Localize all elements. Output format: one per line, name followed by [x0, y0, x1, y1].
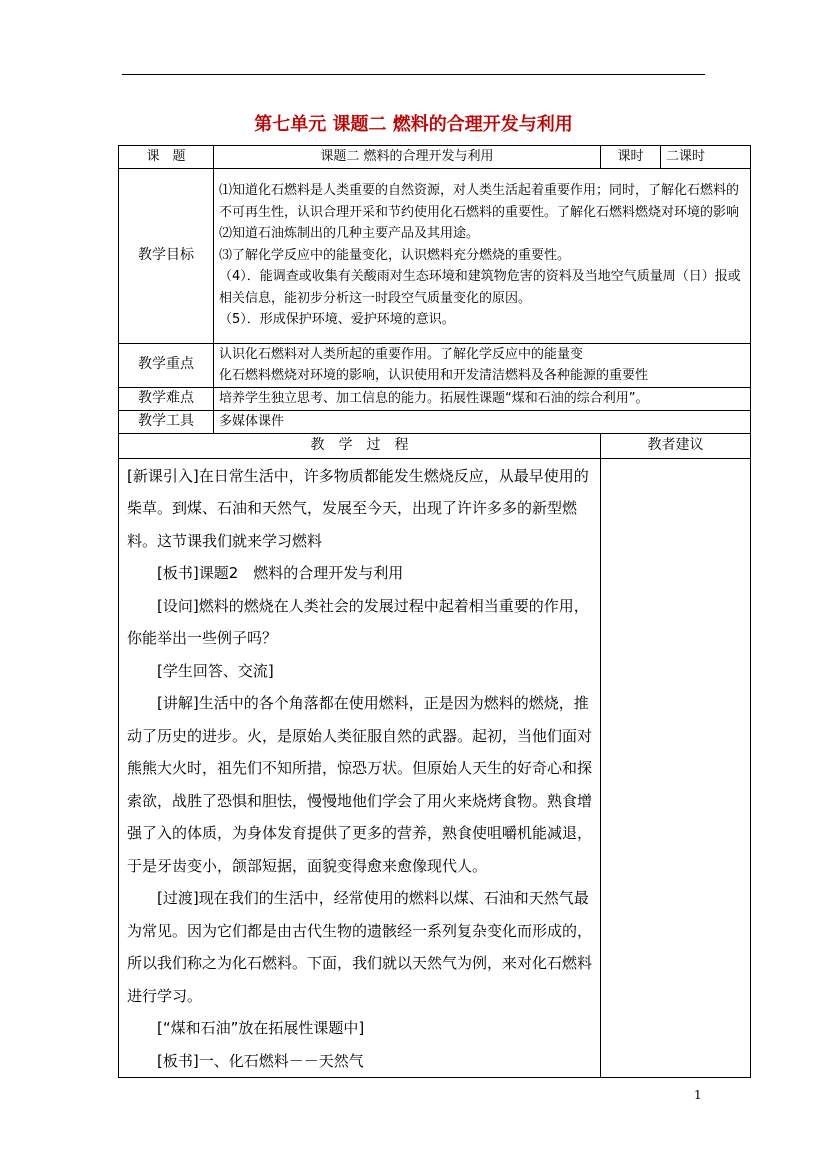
process-paragraph: [“煤和石油”放在拓展性课题中] [157, 1019, 365, 1037]
focus-line: 化石燃料燃烧对环境的影响，认识使用和开发清洁燃料及各种能源的重要性 [219, 368, 649, 383]
suggestion-header: 教者建议 [601, 433, 751, 458]
focus-cell [214, 343, 751, 387]
process-paragraph: [设问]燃料的燃烧在人类社会的发展过程中起着相当重要的作用，你能举出一些例子吗？ [127, 596, 589, 647]
goal-item: ⑶了解化学反应中的能量变化，认识燃料充分燃烧的重要性。 [219, 247, 571, 263]
suggestion-cell [601, 458, 751, 1078]
page-title: 第七单元 课题二 燃料的合理开发与利用 [254, 114, 573, 135]
process-cell [119, 458, 601, 1078]
process-paragraph: [新课引入]在日常生活中，许多物质都能发生燃烧反应，从最早使用的柴草。到煤、石油和天然气，发展至今天，出现了许许多多的新型燃料。这节课我们就来学习燃料 [127, 466, 589, 550]
topic-value: 课题二 燃料的合理开发与利用 [214, 146, 601, 169]
hours-label: 课时 [601, 146, 661, 169]
goal-item: ⑵知道石油炼制出的几种主要产品及其用途。 [219, 226, 480, 242]
header-rule [122, 74, 705, 75]
tools-label: 教学工具 [119, 410, 214, 433]
goal-item: （4）．能调查或收集有关酸雨对生态环境和建筑物危害的资料及当地空气质量周（日）报或相关信息，能初步分析这一时段空气质量变化的原因。 [219, 269, 741, 306]
goal-item: ⑴知道化石燃料是人类重要的自然资源，对人类生活起着重要作用；同时，了解化石燃料的不可再生性，认识合理开采和节约使用化石燃料的重要性。了解化石燃料燃烧对环境的影响 [219, 183, 740, 220]
difficulty-value: 培养学生独立思考、加工信息的能力。拓展性课题“煤和石油的综合利用”。 [214, 387, 751, 410]
process-paragraph: [学生回答、交流] [157, 661, 274, 680]
focus-line: 认识化石燃料对人类所起的重要作用。了解化学反应中的能量变 [219, 346, 584, 362]
page-number: 1 [694, 1088, 702, 1102]
tools-value: 多媒体课件 [214, 410, 751, 433]
process-paragraph: [板书]一、化石燃料－－天然气 [157, 1051, 364, 1070]
hours-value: 二课时 [661, 146, 751, 169]
process-paragraph: [过渡]现在我们的生活中，经常使用的燃料以煤、石油和天然气最为常见。因为它们都是由古代生物的遗骸经一系列复杂变化而形成的，所以我们称之为化石燃料。下面，我们就以天然气为例，来对化石燃料进行学习。 [127, 889, 593, 1005]
goals-label: 教学目标 [119, 168, 214, 343]
process-paragraph: [板书]课题2 燃料的合理开发与利用 [157, 564, 404, 582]
difficulty-label: 教学难点 [119, 387, 214, 410]
process-header: 教 学 过 程 [119, 433, 601, 458]
goal-item: （5）．形成保护环境、爱护环境的意识。 [219, 312, 455, 328]
goals-cell [214, 168, 751, 343]
focus-label: 教学重点 [119, 343, 214, 387]
topic-label: 课 题 [119, 146, 214, 169]
lesson-plan-table [118, 145, 751, 1078]
process-paragraph: [讲解]生活中的各个角落都在使用燃料，正是因为燃料的燃烧，推动了历史的进步。火，是原始人类征服自然的武器。起初，当他们面对熊熊大火时，祖先们不知所措，惊恐万状。但原始人天生的好奇心和探索欲，战胜了恐惧和胆怯，慢慢地他们学会了用火来烧烤食物。熟食增强了入的体质，为身体发育提供了更多的营养，熟食使咀嚼机能减退，于是牙齿变小，颌部短据，面貌变得愈来愈像现代人。 [127, 694, 593, 875]
